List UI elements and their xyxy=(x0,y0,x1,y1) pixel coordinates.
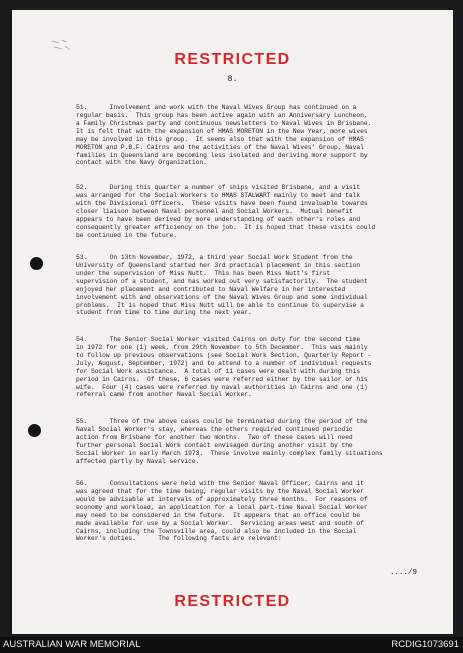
paragraph-55: 55. Three of the above cases could be terminated during the period of the Naval Social Worker's stay, whereas the others required continued periodic action from Brisbane for another two months. Two of these cases will need further personal Social Work contact envisaged during another visit by the Social Worker in early March 1973. These involve mainly complex family situations affected partly by Naval service. xyxy=(76,418,383,465)
classification-stamp-top: RESTRICTED xyxy=(174,51,291,68)
document-page xyxy=(12,10,453,634)
continuation-marker: ..../9 xyxy=(389,569,417,577)
paper-mark xyxy=(50,38,72,52)
record-id: RCDIG1073691 xyxy=(391,639,459,650)
paragraph-56: 56. Consultations were held with the Senior Naval Officer, Cairns and it was agreed that for the time being, regular visits by the Naval Social Worker would be advisable at intervals of approximately three months. For reasons of economy and workload, an application for a local part-time Naval Social Worker may need to be considered in the future. It appears that an office could be made available for use by a Social Worker. Servicing areas west and south of Cairns, including the Townsville area, could also be included in the Social Worker's duties. The following facts are relevant: xyxy=(76,480,368,543)
paragraph-51: 51. Involvement and work with the Naval Wives Group has continued on a regular basis. This group has been active again with an Anniversary Luncheon, a Family Christmas party and continuous newsletters to Naval Wives in Brisbane. It is felt that with the expansion of HMAS MORETON in the New Year, more wives may be involved in this group. It seems also that with the expansion of HMAS MORETON and P.B.F. Cairns and the activities of the Naval Wives' Group, Naval families in Queensland are becoming less isolated and deriving more support by contact with the Navy Organization. xyxy=(76,104,372,167)
punch-hole xyxy=(30,257,43,270)
classification-stamp-bottom: RESTRICTED xyxy=(174,593,291,610)
paragraph-52: 52. During this quarter a number of ships visited Brisbane, and a visit was arranged for the Social Workers to HMAS STALWART mainly to meet and talk with the Divisional Officers. These visits have been found invaluable towards closer liaison between Naval personnel and Social Workers. Mutual benefit appears to have been derived by more understanding of each other's roles and consequently greater efficiency on the job. It is hoped that these visits could be continued in the future. xyxy=(76,184,376,239)
page-number: 8. xyxy=(227,74,238,84)
paragraph-54: 54. The Senior Social Worker visited Cairns on duty for the second time in 1972 for one (1) week, from 29th November to 5th December. This was mainly to follow up previous observations (see Social Work Section, Quarterly Report - July, August, September, 1972) and to attend to a number of individual requests for Social Work assistance. A total of 11 cases were dealt with during this period in Cairns. Of these, 6 cases were referred either by the sailor or his wife. Four (4) cases were referred by naval authorities in Cairns and one (1) referral came from another Naval Social Worker. xyxy=(76,336,372,399)
paragraph-53: 53. On 13th November, 1972, a third year Social Work Student from the University of Queensland started her 3rd practical placement in this section under the supervision of Miss Nutt. This has been Miss Nutt's first supervision of a student, and has worked out very satisfactorily. The student enjoyed her placement and contributed to Naval Welfare in her interested involvement with and observations of the Naval Wives Group and some individual problems. It is hoped that Miss Nutt will be able to continue to supervise a student from time to time during the next year. xyxy=(76,254,368,317)
archive-footer xyxy=(0,637,463,653)
punch-hole xyxy=(28,424,41,437)
archive-name: AUSTRALIAN WAR MEMORIAL xyxy=(3,639,141,650)
